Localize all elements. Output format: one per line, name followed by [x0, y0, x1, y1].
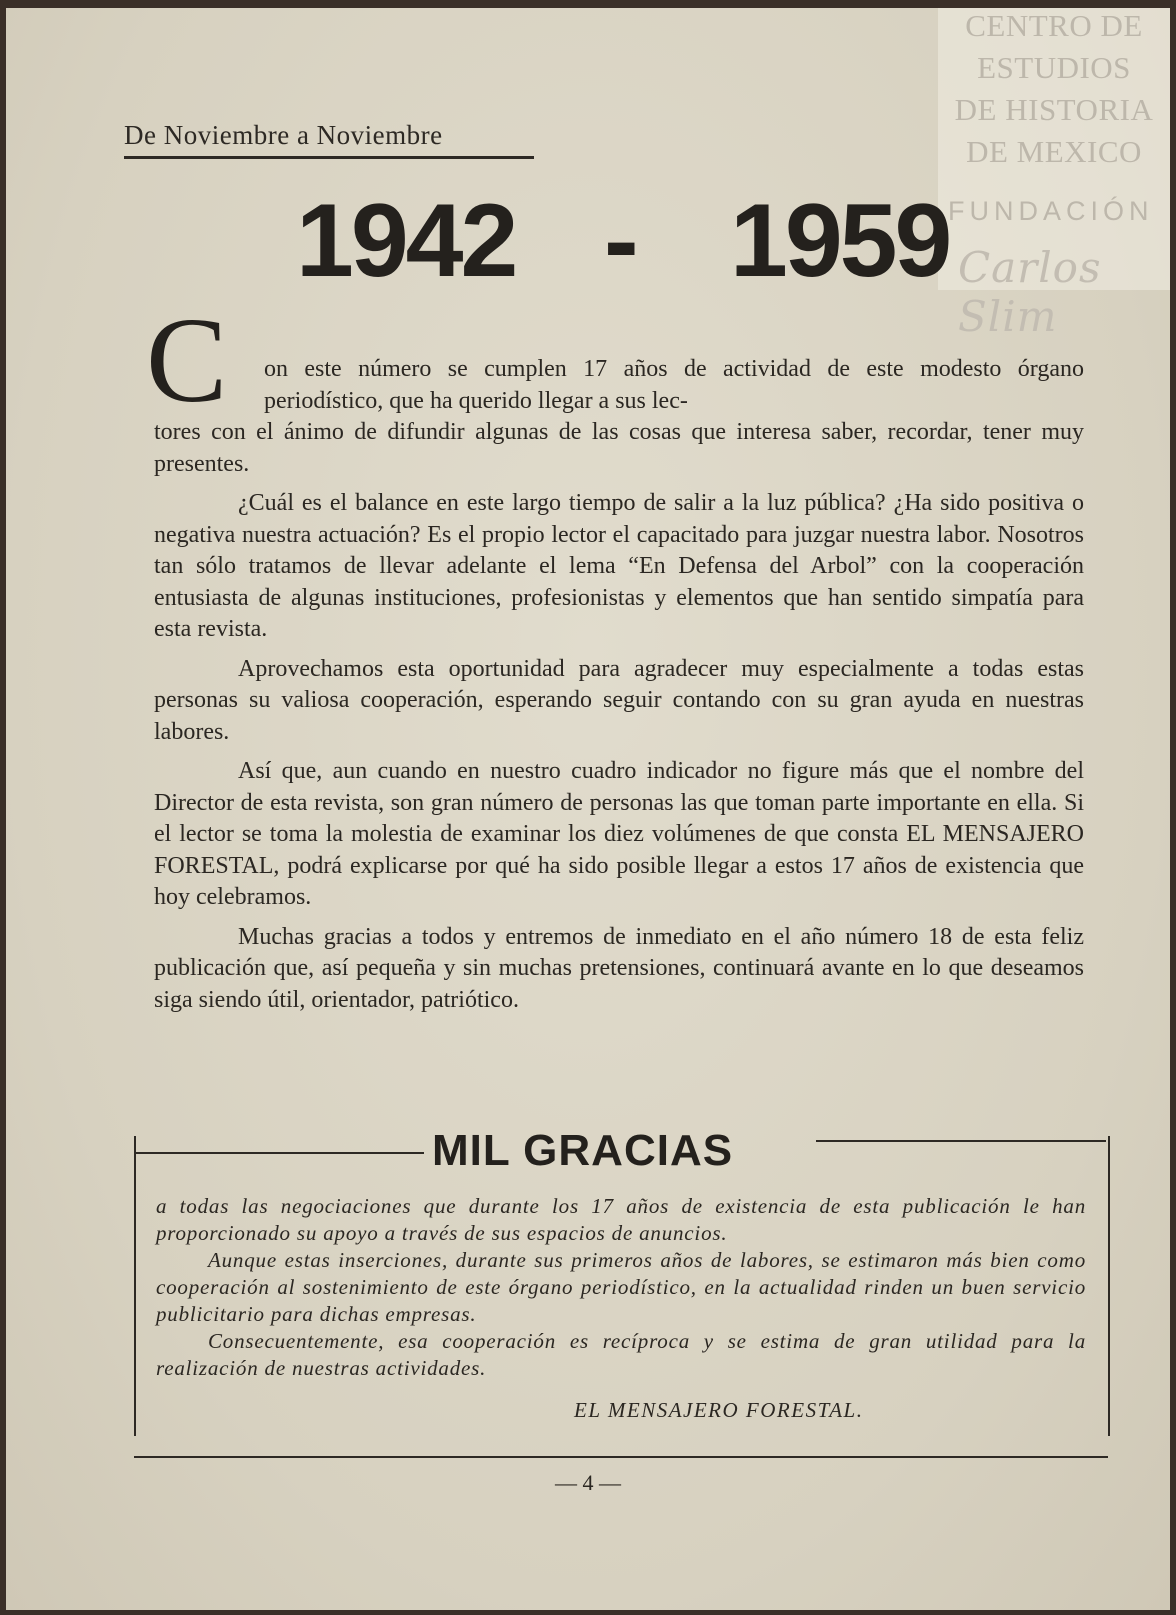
article-paragraph: Así que, aun cuando en nuestro cuadro indicador no figure más que el nombre del Director de esta revista, son gran número de personas las que toman parte importante en ella. Si el lector se toma la molestia de examinar los diez volúmenes de que consta EL MENSAJERO FORESTAL, podrá explicarse por qué ha sido posible llegar a estos 17 años de existencia que hoy celebramos.: [154, 758, 1084, 910]
year-separator: -: [604, 183, 636, 299]
drop-cap: C: [146, 293, 228, 428]
thanks-signature: EL MENSAJERO FORESTAL.: [574, 1398, 864, 1422]
thanks-paragraph: Consecuentemente, esa cooperación es recíproca y se estima de gran utilidad para la realización de nuestras actividades.: [156, 1329, 1086, 1380]
paragraph-lead: on este número se cumplen 17 años de actividad de este modesto órgano periodístico, que ha querido llegar a sus lec-: [264, 356, 1084, 414]
watermark-line: ESTUDIOS: [977, 50, 1131, 85]
section-label: De Noviembre a Noviembre: [124, 120, 443, 150]
watermark-fundacion: FUNDACIÓN: [948, 196, 1154, 226]
watermark-signature: Carlos Slim: [958, 243, 1102, 341]
magazine-page: [6, 8, 1170, 1610]
year-start: 1942: [296, 183, 516, 299]
box-rule-left: [134, 1152, 424, 1154]
section-underline: [124, 156, 534, 159]
watermark-line: CENTRO DE: [965, 8, 1143, 43]
article-paragraph: Aprovechamos esta oportunidad para agradecer muy especialmente a todas estas personas su valiosa cooperación, esperando seguir contando con su gran ayuda en nuestras labores.: [154, 655, 1084, 745]
article-paragraph: Muchas gracias a todos y entremos de inmediato en el año número 18 de esta feliz publicación que, así pequeña y sin muchas pretensiones, continuará avante en lo que deseamos siga siendo útil, orientador, patriótico.: [154, 923, 1084, 1013]
box-rule-right: [816, 1140, 1106, 1142]
page-number: — 4 —: [555, 1470, 621, 1495]
watermark-line: DE HISTORIA: [954, 92, 1154, 127]
article-body: [154, 354, 1084, 1024]
article-paragraph: [154, 354, 1084, 480]
article-paragraph: ¿Cuál es el balance en este largo tiempo de salir a la luz pública? ¿Ha sido positiva o negativa nuestra actuación? Es el propio lector el capacitado para juzgar nuestra labor. Nosotros tan sólo tratamos de llevar adelante el lema “En Defensa del Arbol” con la cooperación entusiasta de algunas instituciones, profesionistas y elementos que han sentido simpatía para esta revista.: [154, 490, 1084, 642]
archive-watermark: [938, 8, 1170, 341]
thanks-paragraph: Aunque estas inserciones, durante sus primeros años de labores, se estimaron más bien como cooperación al sostenimiento de este órgano periodístico, en la actualidad rinden un buen servicio publicitario para dichas empresas.: [156, 1248, 1086, 1326]
box-rule-bottom: [134, 1456, 1108, 1458]
thanks-title: MIL GRACIAS: [432, 1126, 734, 1175]
thanks-text: [156, 1193, 1086, 1382]
thanks-paragraph: a todas las negociaciones que durante los 17 años de existencia de esta publicación le han proporcionado su apoyo a través de sus espacios de anuncios.: [156, 1194, 1086, 1245]
paragraph-continuation: tores con el ánimo de difundir algunas de las cosas que interesa saber, recordar, tener muy presentes.: [154, 419, 1084, 477]
watermark-line: DE MEXICO: [966, 134, 1142, 169]
year-end: 1959: [730, 183, 950, 299]
